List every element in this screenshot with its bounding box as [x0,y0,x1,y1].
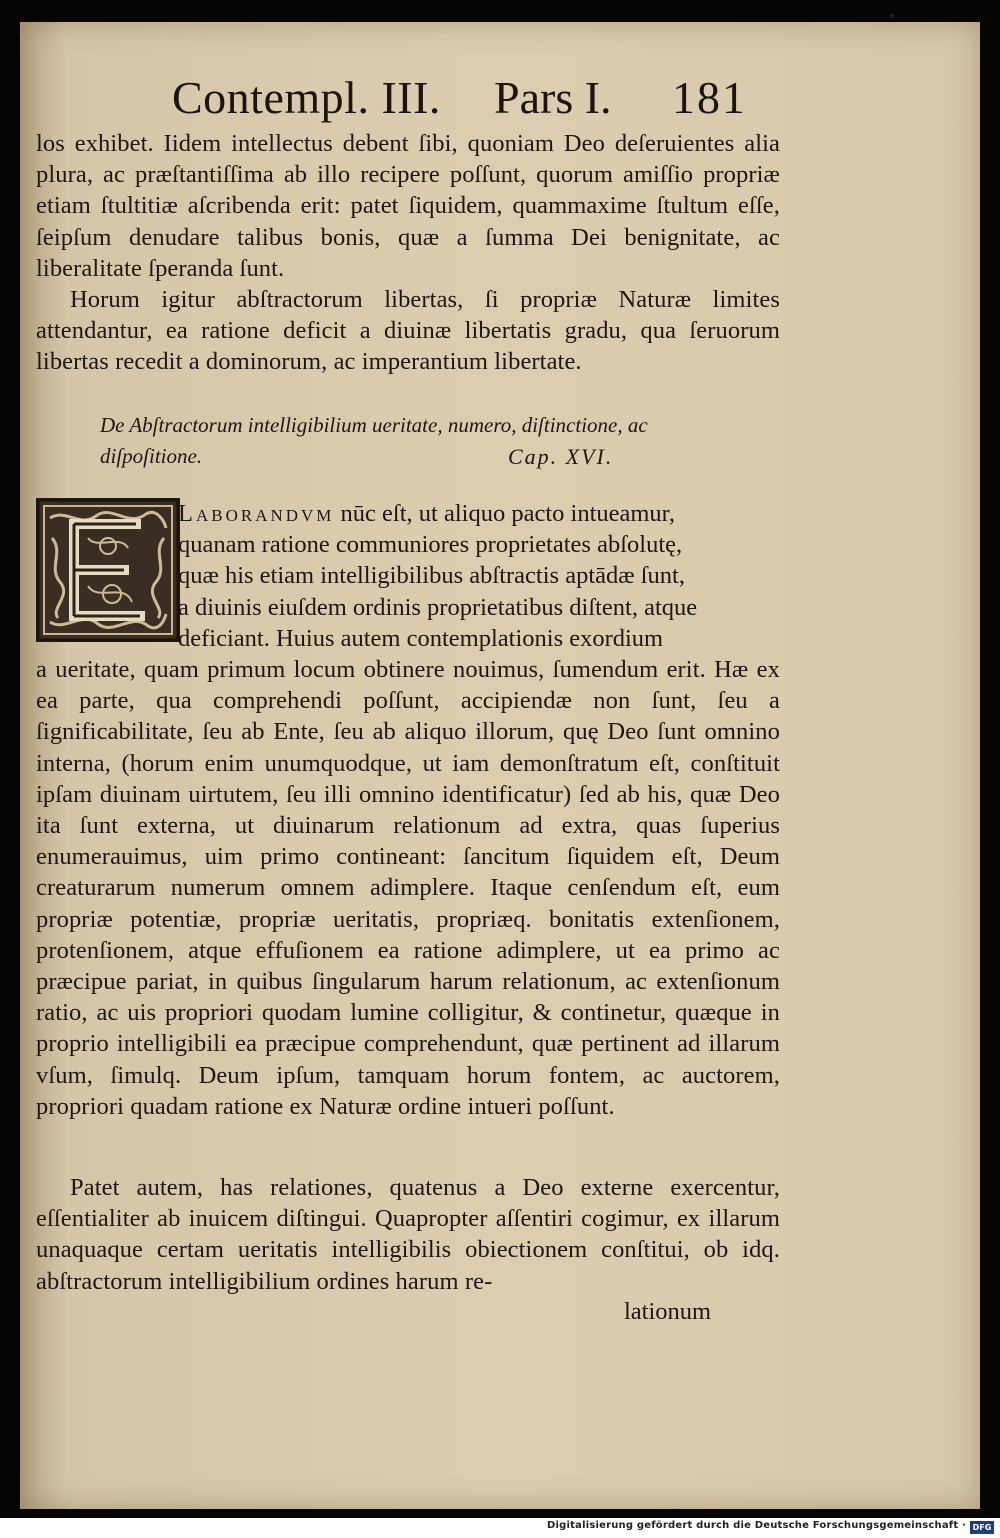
paragraph-horum [36,284,780,378]
decorated-initial-e-icon [36,498,180,642]
paragraph-text: Horum igitur abſtractorum libertas, ſi propriæ Naturæ limites attendantur, ea ratione deficit a diuinæ libertatis gradu, qua ſeruorum libertas recedit a dominorum, ac imperantium libertate. [36,286,780,376]
paragraph-elaborandum-continued [36,654,780,1122]
paragraph-continued [36,128,780,284]
opening-line-3: quæ his etiam intelligibilibus abſtractis aptādæ ſunt, [178,562,685,590]
footer-credit: Digitalisierung gefördert durch die Deutsche Forschungsgemeinschaft · [547,1520,966,1531]
catchword-line: lationum [624,1298,712,1325]
dfg-logo-icon: DFG [970,1521,994,1534]
chapter-number: Cap. XVI. [508,444,614,469]
corner-mark [890,14,894,18]
paragraph-text: a ueritate, quam primum locum obtinere nouimus, ſumendum erit. Hæ ex ea parte, qua comprehendi poſſunt, accipiendæ non ſunt, ſeu a ſignificabilitate, ſeu ab Ente, ſeu ab aliquo illorum, quę Deo ſunt omnino interna, (horum enim unumquodque, ut iam demonſtratum eſt, conſtituit ipſam diuinam uirtutem, ſeu illi omnino identificatur) ſed ab his, quæ Deo ita ſunt externa, ut diuinarum relationum ad extra, quas ſuperius enumerauimus, uim primo contineant: ſancitum ſiquidem eſt, Deum creaturarum numerum omnem adimplere. Itaque cenſendum eſt, eum propriæ potentiæ, propriæ ueritatis, propriæq. bonitatis extenſionem, protenſionem, atque effuſionem ea ratione adimplere, ut ea primo ac præcipue pariat, in quibus ſingularum harum relationum, ac extenſionum ratio, ac uis propriori quodam lumine colligitur, & continetur, quæque in proprio intelligibili ea præcipue comprehendunt, quæ pertinent ad illarum vſum, ſimulq. Deum ipſum, tamquam horum fontem, ac auctorem, propriori quadam ratione ex Naturæ ordine intueri poſſunt. [36,656,780,1120]
opening-line-4: a diuinis eiuſdem ordinis proprietatibus diſtent, atque [178,593,698,621]
paragraph-elaborandum-opening [178,498,780,654]
opening-line-1: Laborandvm nūc eſt, ut aliquo pacto intueamur, [178,500,675,527]
chapter-title: De Abſtractorum intelligibilium ueritate, numero, diſtinctione, ac diſpoſitione. [100,413,648,468]
running-head-title: Contempl. III. [172,72,441,123]
opening-word: Laborandvm [178,500,335,527]
paragraph-patet [36,1172,780,1297]
paragraph-text: los exhibet. Iidem intellectus debent ſibi, quoniam Deo deſeruientes alia plura, ac præſtantiſſima ab illo recipere poſſunt, quorum amiſſio propriæ etiam ſtultitiæ aſcribenda erit: patet ſiquidem, quammaxime ſtultum eſſe, ſeipſum denudare talibus bonis, quæ a ſumma Dei benignitate, ac liberalitate ſperanda ſunt. [36,130,780,282]
chapter-heading [100,410,740,472]
opening-line-2: quanam ratione communiores proprietates abſolutę, [178,531,683,559]
book-page [20,22,980,1509]
page-number: 181 [672,72,747,123]
running-head [172,68,772,128]
running-head-pars: Pars I. [494,72,612,123]
opening-line-5: deficiant. Huius autem contemplationis exordium [178,624,664,652]
paragraph-text: Patet autem, has relationes, quatenus a Deo externe exercentur, eſſentialiter ab inuicem diſtingui. Quapropter aſſentiri cogimur, ex illarum unaquaque certam ueritatis intelligibilis obiectionem conſtitui, ob idq. abſtractorum intelligibilium ordines harum re- [36,1174,780,1295]
